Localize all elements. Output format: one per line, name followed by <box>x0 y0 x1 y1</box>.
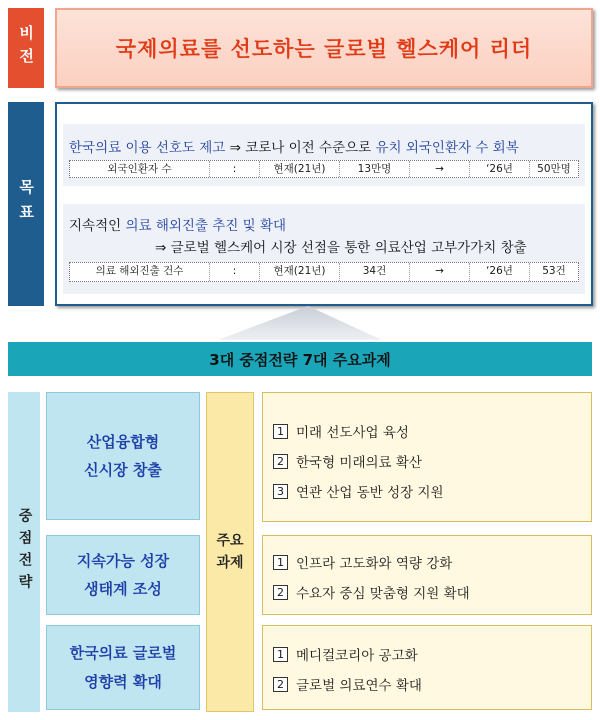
task-number: 2 <box>273 585 288 600</box>
stat-label: 의료 해외진출 건수 <box>70 263 210 281</box>
goal-item-1-stat-row <box>69 160 579 178</box>
stat-target-label: ‘26년 <box>470 161 530 177</box>
task-text: 글로벌 의료연수 확대 <box>296 678 422 694</box>
task-text: 수요자 중심 맞춤형 지원 확대 <box>296 586 470 602</box>
strategy-banner: 3대 중점전략 7대 주요과제 <box>8 342 592 376</box>
strategy-1-line2: 신시장 창출 <box>84 461 162 479</box>
task-number: 3 <box>273 484 288 499</box>
strategy-2-line2: 생태계 조성 <box>84 580 162 598</box>
goal-label: 목표 <box>8 102 44 306</box>
goal-item-1-text <box>69 136 519 156</box>
goal-box <box>55 102 593 306</box>
strategy-box-3 <box>46 625 200 710</box>
stat-arrow: → <box>410 263 470 281</box>
goal-item-2-text <box>69 214 286 234</box>
goal-item-2-stat-row <box>69 262 579 282</box>
task-item <box>273 451 422 471</box>
vision-box <box>55 8 593 88</box>
strategy-3-line2: 영향력 확대 <box>84 672 162 691</box>
tasks-label <box>206 392 254 712</box>
stat-target-label: ‘26년 <box>470 263 530 281</box>
stat-current-label: 현재(21년) <box>260 161 340 177</box>
task-item <box>273 552 452 572</box>
tasks-label-line2: 과제 <box>216 555 244 571</box>
strategy-1-line1: 산업융합형 <box>86 432 160 451</box>
strategy-text-3 <box>70 639 177 696</box>
vision-label: 비전 <box>8 8 44 88</box>
strategy-text-2 <box>77 547 169 604</box>
task-item <box>273 644 418 664</box>
strategy-3-line1: 한국의료 글로벌 <box>69 644 177 662</box>
strategy-box-2 <box>46 535 200 615</box>
task-text: 한국형 미래의료 확산 <box>296 455 422 471</box>
stat-colon: : <box>210 161 260 177</box>
stat-target-value: 53건 <box>542 265 566 277</box>
tasks-label-line1: 주요 <box>216 532 244 549</box>
goal-item-1-highlight: 유치 외국인환자 수 회복 <box>375 140 519 156</box>
stat-current-value: 13만명 <box>340 161 410 177</box>
task-item <box>273 421 409 441</box>
task-text: 미래 선도사업 육성 <box>296 425 409 441</box>
task-number: 2 <box>273 677 288 692</box>
task-number: 1 <box>273 424 288 439</box>
task-group-3 <box>262 625 592 710</box>
funnel-connector <box>8 306 592 340</box>
goal-item-2-highlight: 의료 해외진출 추진 및 확대 <box>125 218 287 234</box>
task-text: 인프라 고도화와 역량 강화 <box>296 556 453 572</box>
task-group-2 <box>262 535 592 615</box>
strategy-text-1 <box>84 428 162 485</box>
task-number: 1 <box>273 555 288 570</box>
goal-item-2-prefix: 지속적인 <box>69 218 126 234</box>
vision-text: 국제의료를 선도하는 글로벌 헬스케어 리더 <box>115 37 533 61</box>
goal-item-1 <box>63 124 585 186</box>
strategy-label: 중점전략 <box>8 392 40 712</box>
task-group-1 <box>262 392 592 522</box>
stat-current-label: 현재(21년) <box>260 263 340 281</box>
stat-colon: : <box>210 263 260 281</box>
task-item <box>273 481 444 501</box>
goal-item-2 <box>63 204 585 294</box>
goal-item-1-prefix: 한국의료 이용 선호도 제고 <box>69 140 226 156</box>
task-number: 2 <box>273 454 288 469</box>
goal-item-1-arrow-text: ⇒ 코로나 이전 수준으로 <box>225 140 376 156</box>
task-text: 연관 산업 동반 성장 지원 <box>296 485 444 501</box>
task-item <box>273 674 422 694</box>
stat-label: 외국인환자 수 <box>70 161 210 177</box>
stat-current-value: 34건 <box>340 263 410 281</box>
task-text: 메디컬코리아 공고화 <box>296 648 418 664</box>
goal-item-2-line2: ⇒ 글로벌 헬스케어 시장 선점을 통한 의료산업 고부가가치 창출 <box>155 240 527 256</box>
task-item <box>273 582 470 602</box>
stat-arrow: → <box>410 161 470 177</box>
task-number: 1 <box>273 647 288 662</box>
strategy-box-1 <box>46 392 200 520</box>
strategy-2-line1: 지속가능 성장 <box>76 551 170 570</box>
stat-target-value: 50만명 <box>537 163 571 175</box>
